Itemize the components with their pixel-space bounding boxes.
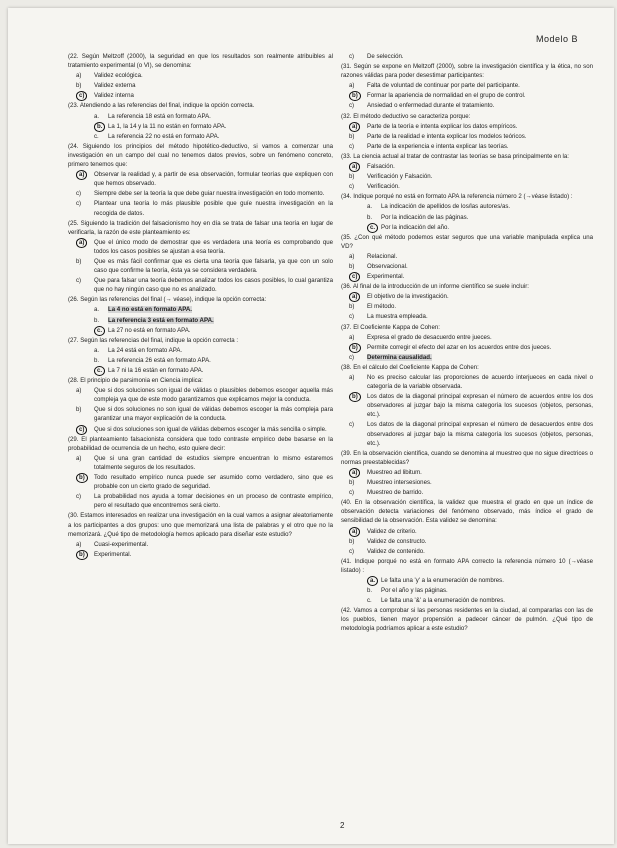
option-text: Que para falsar una teoría debemos analizar todos los casos posibles, lo cual garantiza que no hay ningún caso que no es analizado. xyxy=(94,277,333,294)
answer-option xyxy=(74,189,333,198)
answer-option xyxy=(74,550,333,559)
option-text: La indicación de apellidos de los/las autores/as. xyxy=(381,203,511,211)
answer-option xyxy=(367,202,593,211)
option-text: Parte de la teoría e intenta explicar los datos empíricos. xyxy=(367,122,518,130)
option-text: Los datos de la diagonal principal expresan el número de acuerdos entre los dos observadores al juzgar bajo la misma categoría los sucesos (objetos, personas, etc.). xyxy=(367,393,593,419)
question-q38 xyxy=(341,363,593,448)
option-letter: b) xyxy=(349,132,355,140)
question-q26 xyxy=(68,295,333,334)
option-text: La 1, la 14 y la 11 no están en formato APA. xyxy=(108,122,227,130)
question-stem: (37. El Coeficiente Kappa de Cohen: xyxy=(341,323,440,331)
option-text: Todo resultado empírico nunca puede ser asumido como verdadero, sino que es probable con un cierto grado de seguridad. xyxy=(94,474,333,491)
answer-option xyxy=(347,81,593,90)
answer-option xyxy=(347,262,593,271)
circled-answer-letter: b. xyxy=(94,122,105,132)
answer-option xyxy=(347,132,593,141)
option-text: Validez de criterio. xyxy=(367,527,417,535)
answer-option xyxy=(347,420,593,447)
answer-option xyxy=(367,223,593,232)
question-q37 xyxy=(341,323,593,362)
option-letter: b. xyxy=(367,587,373,595)
option-letter: a. xyxy=(94,346,100,354)
question-stem: (40. En la observación científica, la validez que muestra el grado en que un índice de observación detecta variaciones del fenómeno observado, más índice el grado de sensibilidad de la observación. Esta validez se denomina: xyxy=(341,499,593,525)
answer-option xyxy=(367,213,593,222)
option-letter: a) xyxy=(76,387,82,395)
option-letter: a) xyxy=(349,333,355,341)
answer-option xyxy=(94,122,333,131)
option-text: Muestreo intersesiones. xyxy=(367,479,432,487)
option-text: Que el único modo de demostrar que es verdadera una teoría es comprobando que todos los casos posibles se ajustan a esa teoría. xyxy=(94,238,333,255)
question-q42 xyxy=(341,606,593,633)
circled-answer-letter: c) xyxy=(349,272,360,282)
option-text: Cuasi-experimental. xyxy=(94,540,149,548)
circled-answer-letter: a) xyxy=(349,162,360,172)
answer-option xyxy=(74,473,333,491)
question-q27 xyxy=(68,336,333,375)
answer-option xyxy=(347,272,593,281)
answer-option xyxy=(94,366,333,375)
answer-option xyxy=(74,425,333,434)
option-text: Observacional. xyxy=(367,262,408,270)
option-letter: a. xyxy=(94,112,100,120)
option-text: De selección. xyxy=(367,53,404,60)
option-letter: b. xyxy=(367,213,373,221)
option-letter: b) xyxy=(76,82,82,90)
option-letter: c. xyxy=(94,132,99,140)
option-letter: c) xyxy=(349,489,355,497)
option-text: La referencia 3 está en formato APA. xyxy=(108,316,214,324)
question-q30c xyxy=(341,52,593,61)
answer-option xyxy=(74,81,333,90)
option-text: Validez de constructo. xyxy=(367,537,427,545)
question-stem: (22. Según Meltzoff (2000), la seguridad en que los resultados son realmente atribuibles al tratamiento experimental (o VI), se denomina: xyxy=(68,53,333,70)
option-text: Le falta una 'y' a la enumeración de nombres. xyxy=(381,576,504,584)
option-text: Muestreo ad libitum. xyxy=(367,468,422,476)
option-letter: b. xyxy=(94,356,100,364)
question-stem: (25. Siguiendo la tradición del falsacionismo hoy en día se trata de falsar una teoría en lugar de verificarla, la razón de este planteamiento es: xyxy=(68,219,333,236)
answer-option xyxy=(367,576,593,585)
option-text: Expresa el grado de desacuerdo entre jueces. xyxy=(367,333,492,341)
option-text: Le falta una '&' a la enumeración de nombres. xyxy=(381,597,505,605)
answer-option xyxy=(74,170,333,188)
question-q29 xyxy=(68,435,333,511)
question-q31 xyxy=(341,62,593,110)
answer-option xyxy=(347,468,593,477)
answer-option xyxy=(74,276,333,294)
question-stem: (24. Siguiendo los principios del método hipotético-deductivo, si vamos a comenzar una investigación en un campo del cual no tenemos datos previos, sobre un fenómeno concreto, primero tenemos que: xyxy=(68,142,333,169)
answer-option xyxy=(347,292,593,301)
option-text: Verificación y Falsación. xyxy=(367,173,433,181)
option-letter: b) xyxy=(76,257,82,265)
option-letter: a) xyxy=(76,454,82,462)
question-q23 xyxy=(68,101,333,140)
option-text: Por la indicación del año. xyxy=(381,223,450,231)
option-text: Validez interna xyxy=(94,92,134,100)
option-text: La referencia 18 está en formato APA. xyxy=(108,112,211,120)
option-text: Falta de voluntad de continuar por parte del participante. xyxy=(367,82,520,90)
option-letter: c) xyxy=(76,493,82,501)
option-text: Experimental. xyxy=(94,550,132,558)
option-text: El objetivo de la investigación. xyxy=(367,293,449,301)
answer-option xyxy=(347,252,593,261)
option-text: Plantear una teoría lo más plausible posible que guíe nuestra investigación en la recogida de datos. xyxy=(94,200,333,217)
option-text: Que es más fácil confirmar que es cierta una teoría que falsarla, ya que con un solo caso que confirme la teoría, ésta ya se considera verdadera. xyxy=(94,257,333,275)
circled-answer-letter: b) xyxy=(349,343,361,353)
question-q24 xyxy=(68,142,333,218)
question-q41 xyxy=(341,557,593,605)
answer-option xyxy=(347,333,593,342)
option-letter: c) xyxy=(349,102,355,110)
option-text: Que si dos soluciones son igual de válidas o plausibles debemos escoger aquella más compleja ya que de este modo garantizamos que explicamos mejor la conducta. xyxy=(94,387,333,404)
answer-option xyxy=(94,326,333,335)
question-q39 xyxy=(341,449,593,497)
option-text: Experimental. xyxy=(367,273,405,281)
question-q40 xyxy=(341,498,593,556)
exam-page xyxy=(8,8,614,844)
option-text: Que si dos soluciones no son igual de válidas debemos escoger la más compleja para garantizar una mayor explicación de la conducta. xyxy=(94,406,333,423)
answer-option xyxy=(347,343,593,352)
option-letter: a. xyxy=(367,203,373,211)
question-stem: (42. Vamos a comprobar si las personas residentes en la ciudad, al compararlas con las de los pueblos, tienen mayor propensión a padecer cáncer de pulmón. ¿Qué tipo de metodología podríamos aplicar a este estudio? xyxy=(341,607,593,633)
answer-option xyxy=(347,488,593,497)
answer-option xyxy=(347,373,593,391)
circled-answer-letter: c) xyxy=(76,425,87,435)
question-stem: (33. La ciencia actual al tratar de contrastar las teorías se basa principalmente en la: xyxy=(341,152,569,160)
question-q32 xyxy=(341,112,593,151)
option-letter: c) xyxy=(76,277,82,285)
option-text: Por la indicación de las páginas. xyxy=(381,213,469,221)
answer-option xyxy=(347,302,593,311)
option-text: La referencia 22 no está en formato APA. xyxy=(108,132,220,140)
question-stem: (23. Atendiendo a las referencias del final, indique la opción correcta. xyxy=(68,102,255,110)
option-text: La 24 está en formato APA. xyxy=(108,346,183,354)
option-text: Relacional. xyxy=(367,252,398,260)
left-column xyxy=(68,52,333,560)
circled-answer-letter: a. xyxy=(367,576,378,586)
answer-option xyxy=(74,492,333,510)
question-stem: (29. El planteamiento falsacionista considera que todo contraste empírico debe basarse en la probabilidad de ocurrencia de un hecho, esto quiere decir: xyxy=(68,435,333,452)
answer-option xyxy=(94,132,333,141)
option-text: Formar la apariencia de normalidad en el grupo de control. xyxy=(367,92,526,100)
option-letter: b) xyxy=(349,262,355,270)
option-text: Muestreo de barrido. xyxy=(367,489,424,497)
option-text: Ansiedad o enfermedad durante el tratamiento. xyxy=(367,102,495,110)
circled-answer-letter: b) xyxy=(76,473,88,483)
question-stem: (34. Indique porqué no está en formato APA la referencia número 2 (→véase listado) : xyxy=(341,193,573,201)
option-text: No es preciso calcular las proporciones de acuerdo interjueces en cada nivel o categoría de la variable observada. xyxy=(367,374,593,391)
option-text: Observar la realidad y, a partir de esa observación, formular teorías que expliquen con que hemos observado. xyxy=(94,171,333,188)
option-text: Determina causalidad. xyxy=(367,353,432,361)
option-text: Siempre debe ser la teoría la que debe guiar nuestra investigación en todo momento. xyxy=(94,190,325,198)
answer-option xyxy=(347,312,593,321)
answer-option xyxy=(94,305,333,314)
model-label: Modelo B xyxy=(535,34,578,44)
answer-option xyxy=(347,122,593,131)
answer-option xyxy=(347,172,593,181)
question-q28 xyxy=(68,376,333,434)
answer-option xyxy=(347,142,593,151)
option-letter: a. xyxy=(94,306,100,314)
answer-option xyxy=(74,454,333,472)
answer-option xyxy=(367,596,593,605)
circled-answer-letter: a) xyxy=(349,468,360,478)
circled-answer-letter: a) xyxy=(76,170,87,180)
option-text: El método. xyxy=(367,303,397,311)
option-letter: a) xyxy=(349,252,355,260)
option-text: Validez de contenido. xyxy=(367,547,425,555)
option-letter: b) xyxy=(349,537,355,545)
question-stem: (27. Según las referencias del final, indique la opción correcta : xyxy=(68,336,239,344)
option-letter: c) xyxy=(76,190,82,198)
answer-option xyxy=(367,586,593,595)
circled-answer-letter: c. xyxy=(94,366,105,376)
circled-answer-letter: b) xyxy=(349,392,361,402)
circled-answer-letter: a) xyxy=(349,527,360,537)
option-text: Validez externa xyxy=(94,82,136,90)
option-text: Verificación. xyxy=(367,183,400,191)
circled-answer-letter: a) xyxy=(349,122,360,132)
question-stem: (31. Según se expone en Meltzoff (2000), sobre la investigación científica y la ética, no son razones válidas para poder desestimar participantes: xyxy=(341,63,593,80)
question-stem: (28. El principio de parsimonia en Ciencia implica: xyxy=(68,377,203,385)
answer-option xyxy=(347,547,593,556)
answer-option xyxy=(94,112,333,121)
option-text: Permite corregir el efecto del azar en los acuerdos entre dos jueces. xyxy=(367,343,552,351)
question-q35 xyxy=(341,233,593,281)
right-column xyxy=(341,52,593,635)
answer-option xyxy=(347,527,593,536)
option-letter: c) xyxy=(76,200,82,208)
option-letter: a) xyxy=(76,540,82,548)
option-text: La 4 no está en formato APA. xyxy=(108,306,192,314)
question-stem: (38. En el cálculo del Coeficiente Kappa de Cohen: xyxy=(341,363,479,371)
option-text: La 7 ni la 16 están en formato APA. xyxy=(108,367,204,374)
option-text: La probabilidad nos ayuda a tomar decisiones en un proceso de contraste empírico, pero el resultado que encontremos será cierto. xyxy=(94,493,333,510)
question-stem: (39. En la observación científica, cuando se denomina al muestreo que no sigue directrices o normas preestablecidas? xyxy=(341,449,593,466)
answer-option xyxy=(94,346,333,355)
question-stem: (36. Al final de la introducción de un informe científico se suele incluir: xyxy=(341,283,529,291)
option-letter: c) xyxy=(349,547,355,555)
answer-option xyxy=(74,91,333,100)
option-letter: b) xyxy=(349,173,355,181)
question-q36 xyxy=(341,282,593,321)
answer-option xyxy=(74,386,333,404)
answer-option xyxy=(347,392,593,419)
circled-answer-letter: c. xyxy=(94,326,105,336)
option-text: Falsación. xyxy=(367,163,395,171)
answer-option xyxy=(74,540,333,549)
option-text: La referencia 26 está en formato APA. xyxy=(108,356,211,364)
answer-option xyxy=(347,162,593,171)
circled-answer-letter: a) xyxy=(76,238,87,248)
question-stem: (41. Indique porqué no está en formato APA correcto la referencia número 10 (→véase listado) : xyxy=(341,557,593,574)
answer-option xyxy=(347,182,593,191)
answer-option xyxy=(347,353,593,362)
option-letter: b) xyxy=(349,479,355,487)
question-stem: (26. Según las referencias del final (→ véase), indique la opción correcta: xyxy=(68,296,267,304)
answer-option xyxy=(74,71,333,80)
answer-option xyxy=(74,405,333,423)
option-text: Parte de la realidad e intenta explicar los modelos teóricos. xyxy=(367,132,527,140)
question-q30 xyxy=(68,511,333,558)
answer-option xyxy=(74,199,333,217)
option-text: Parte de la experiencia e intenta explicar las teorías. xyxy=(367,142,509,150)
circled-answer-letter: c. xyxy=(367,223,378,233)
option-letter: c) xyxy=(349,353,355,361)
option-letter: c) xyxy=(349,142,355,150)
circled-answer-letter: c) xyxy=(76,91,87,101)
option-letter: a) xyxy=(76,72,82,80)
answer-option xyxy=(74,238,333,256)
option-letter: c) xyxy=(349,53,355,60)
answer-option xyxy=(347,101,593,110)
question-q33 xyxy=(341,152,593,191)
answer-option xyxy=(347,52,593,61)
option-text: La muestra empleada. xyxy=(367,313,428,321)
option-letter: b) xyxy=(349,303,355,311)
option-letter: c) xyxy=(349,183,355,191)
answer-option xyxy=(94,356,333,365)
answer-option xyxy=(347,537,593,546)
question-stem: (30. Estamos interesados en realizar una investigación en la cual vamos a asignar aleatoriamente a los participantes a dos grupos: uno que memorizará una lista de palabras y el otro que no la memorizará. ¿Qué tipo de metodología hemos aplicado para diseñar este estudio? xyxy=(68,512,333,538)
circled-answer-letter: b) xyxy=(76,550,88,560)
answer-option xyxy=(94,316,333,325)
option-text: Que si una gran cantidad de estudios siempre encuentran lo mismo estaremos totalmente seguros de los resultados. xyxy=(94,454,333,471)
answer-option xyxy=(347,91,593,100)
answer-option xyxy=(74,257,333,275)
option-letter: b. xyxy=(94,316,100,324)
option-text: Que si dos soluciones son igual de válidas debemos escoger la más sencilla o simple. xyxy=(94,425,327,433)
option-letter: a) xyxy=(349,374,355,381)
option-letter: c. xyxy=(367,597,372,605)
option-letter: a) xyxy=(349,82,355,90)
option-letter: c) xyxy=(349,313,355,321)
option-letter: b) xyxy=(76,406,82,414)
circled-answer-letter: b) xyxy=(349,91,361,101)
page-number: 2 xyxy=(340,821,345,830)
option-text: La 27 no está en formato APA. xyxy=(108,326,191,334)
option-text: Por el año y las páginas. xyxy=(381,587,448,595)
answer-option xyxy=(347,478,593,487)
question-stem: (32. El método deductivo se caracteriza porque: xyxy=(341,112,471,120)
question-q25 xyxy=(68,219,333,295)
circled-answer-letter: a) xyxy=(349,292,360,302)
option-text: Los datos de la diagonal principal expresan el número de desacuerdos entre dos observadores al juzgar bajo la misma categoría los sucesos (objetos, personas, etc.). xyxy=(367,421,593,447)
question-q34 xyxy=(341,192,593,231)
option-letter: c) xyxy=(349,421,355,429)
question-q22 xyxy=(68,52,333,100)
question-stem: (35. ¿Con qué método podemos estar seguros que una variable manipulada explica una VD? xyxy=(341,233,593,250)
option-text: Validez ecológica. xyxy=(94,72,143,80)
